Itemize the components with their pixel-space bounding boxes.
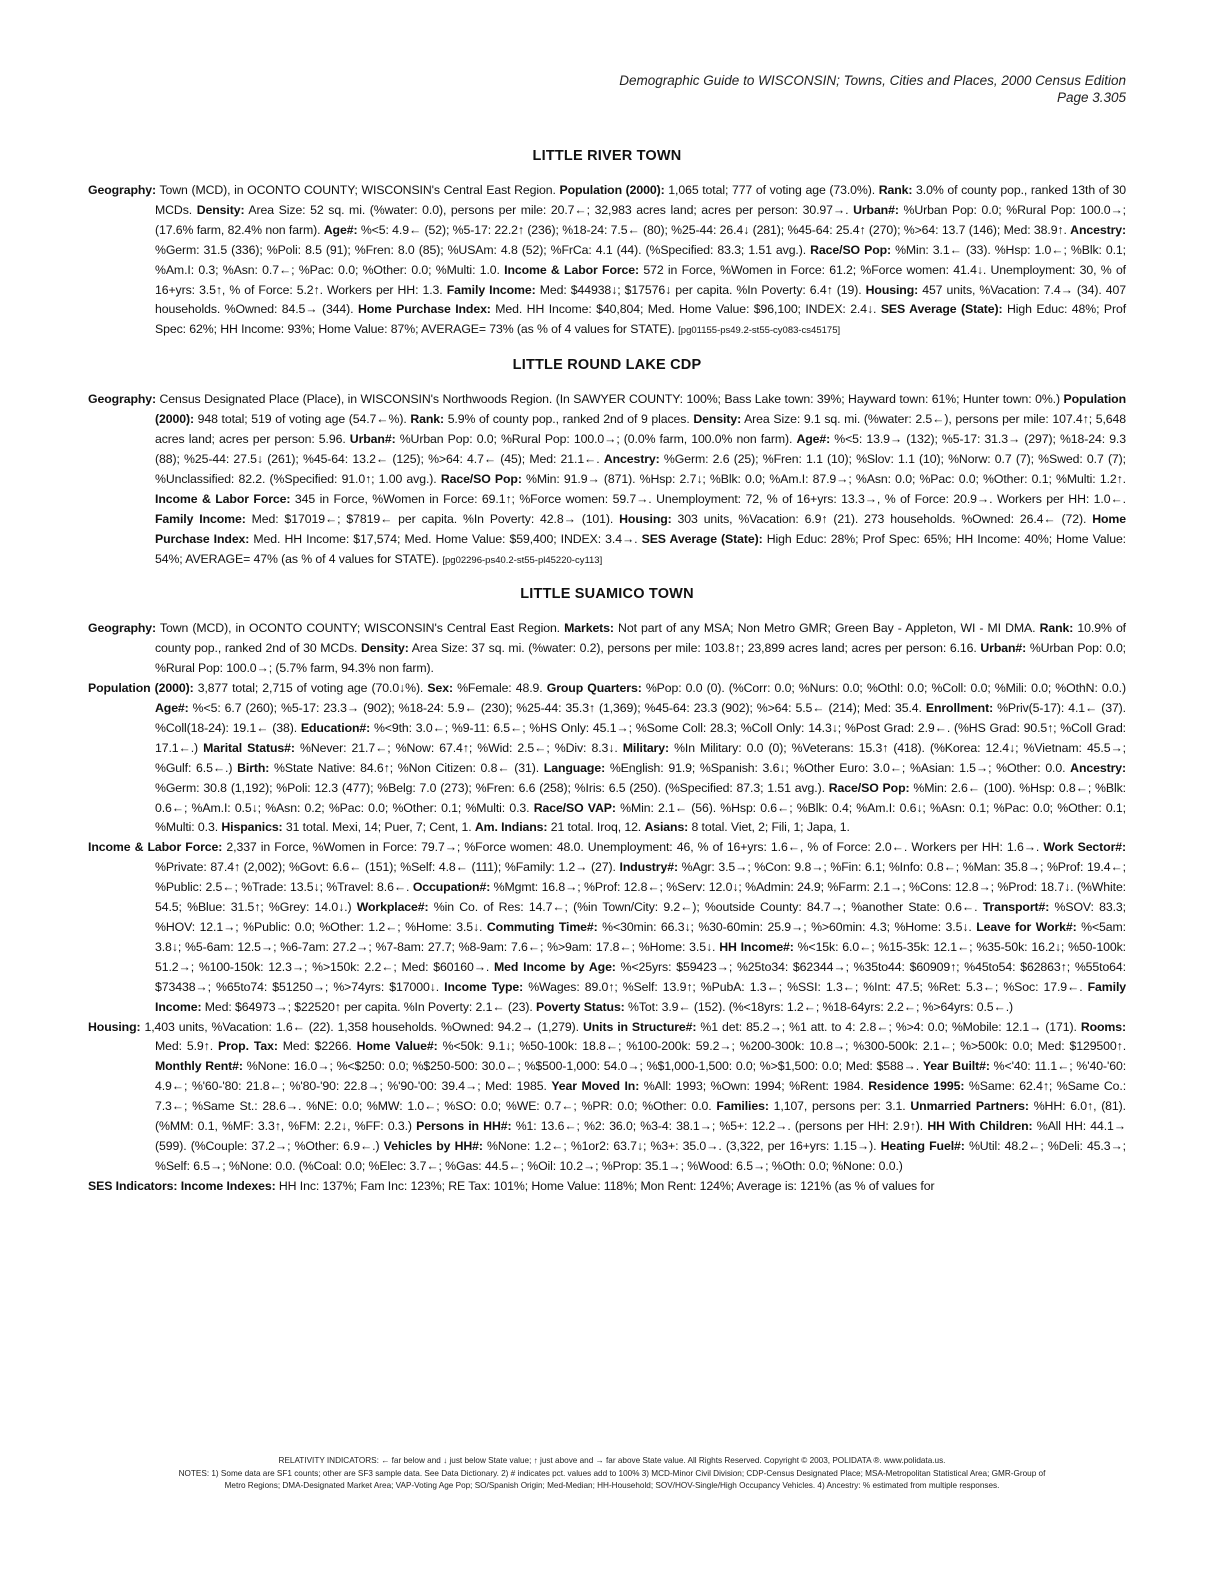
- field-text: %<25yrs: $59423→; %25to34: $62344→; %35to44: $60909↑; %45to54: $62863↑; %55to64: $73438→; %65to74: $51250→; %>74yrs: $17000↓.: [155, 959, 1126, 994]
- field-text: %<5: 6.7 (260); %5-17: 23.3→ (902); %18-24: 5.9← (230); %25-44: 35.3↑ (1,369); %45-64: 23.3 (902); %>64: 5.5← (214); Med: 35.4.: [188, 701, 926, 716]
- field-text: Not part of any MSA; Non Metro GMR; Green Bay - Appleton, WI - MI DMA.: [613, 621, 1040, 636]
- section-title: LITTLE RIVER TOWN: [532, 148, 682, 164]
- field-label: Leave for Work#:: [976, 920, 1077, 934]
- field-text: 948 total; 519 of voting age (54.7←%).: [193, 412, 411, 427]
- field-label: Housing:: [88, 1019, 141, 1034]
- field-label: Age#:: [323, 222, 358, 237]
- field-text: %<5am: 3.8↓; %5-6am: 12.5→; %6-7am: 27.2→; %7-8am: 27.7; %8-9am: 7.6←; %>9am: 17.8←; %Home: 3.5↓.: [155, 920, 1126, 954]
- field-text: %Germ: 30.8 (1,192); %Poli: 12.3 (477); %Belg: 7.0 (273); %Fren: 6.6 (258); %Iris: 6.5 (250). (%Specified: 87.3; 1.51 avg.).: [155, 780, 829, 795]
- field-text: %1 det: 85.2→; %1 att. to 4: 2.8←; %>4: 0.0; %Mobile: 12.1→ (171).: [696, 1019, 1081, 1034]
- field-label: Age#:: [155, 701, 189, 716]
- field-text: %HH: 6.0↑, (81). (%MM: 0.1, %MF: 3.3↑, %FM: 2.2↓, %FF: 0.3.): [155, 1099, 1126, 1134]
- section-little-round-lake-cdp: [88, 357, 1126, 570]
- field-text: %Never: 21.7←; %Now: 67.4↑; %Wid: 2.5←; %Div: 8.3↓.: [294, 740, 623, 755]
- field-text: 3.0% of county pop., ranked 13th of 30 MCDs.: [155, 183, 1126, 217]
- field-label: Home Value#:: [356, 1039, 438, 1054]
- field-label: Home Purchase Index:: [357, 302, 491, 317]
- field-label: Prop. Tax:: [217, 1039, 278, 1054]
- field-text: 303 units, %Vacation: 6.9↑ (21). 273 households. %Owned: 26.4← (72).: [671, 511, 1093, 526]
- field-text: Area Size: 37 sq. mi. (%water: 0.2), persons per mile: 103.8↑; 23,899 acres land; acres per person: 6.16.: [408, 641, 981, 656]
- entry-paragraph: [88, 390, 1126, 570]
- field-label: Marital Status#:: [203, 740, 295, 755]
- entry-paragraph-housing: [88, 1018, 1126, 1177]
- field-text: %Urban Pop: 0.0; %Rural Pop: 100.0→; (17.6% farm, 82.4% non farm).: [155, 202, 1126, 237]
- field-label: Density:: [693, 412, 742, 427]
- field-label: Year Built#:: [922, 1059, 990, 1074]
- field-text: High Educ: 48%; Prof Spec: 62%; HH Income: 93%; Home Value: 87%; AVERAGE= 73% (as % of 4 values for STATE).: [155, 302, 1127, 337]
- field-text: Town (MCD), in OCONTO COUNTY; WISCONSIN's Central East Region.: [156, 183, 560, 197]
- field-text: %<15k: 6.0←; %15-35k: 12.1←; %35-50k: 16.2↓; %50-100k: 51.2→; %100-150k: 12.3→; %>150k: 2.2←; Med: $60160→.: [155, 939, 1126, 974]
- field-text: %Priv(5-17): 4.1← (37). %Coll(18-24): 19.1← (38).: [155, 701, 1126, 735]
- field-label: Vehicles by HH#:: [383, 1138, 483, 1153]
- field-text: Med. HH Income: $40,804; Med. Home Value: $96,100; INDEX: 2.4↓.: [490, 302, 881, 317]
- field-label: Housing:: [619, 511, 672, 526]
- field-text: %English: 91.9; %Spanish: 3.6↓; %Other Euro: 3.0←; %Asian: 1.5→; %Other: 0.0.: [605, 760, 1071, 775]
- field-label: Work Sector#:: [1043, 840, 1126, 855]
- field-text: %Same: 62.4↑; %Same Co.: 7.3←; %Same St.: 28.6→. %NE: 0.0; %MW: 1.0←; %SO: 0.0; %WE: 0.7←; %PR: 0.0; %Other: 0.0.: [155, 1079, 1127, 1114]
- field-text: %Tot: 3.9← (152). (%<18yrs: 1.2←; %18-64yrs: 2.2←; %>64yrs: 0.5←.): [624, 999, 1014, 1014]
- field-label: Income & Labor Force:: [88, 840, 223, 855]
- entry-paragraph-population: [88, 679, 1126, 838]
- field-text: 345 in Force, %Women in Force: 69.1↑; %Force women: 59.7→. Unemployment: 72, % of 16+yrs: 13.3→, % of Force: 20.9→. Workers per HH: 1.0←.: [290, 491, 1126, 506]
- field-text: 1,107, persons per: 3.1.: [768, 1099, 911, 1114]
- entry-paragraph-income: [88, 838, 1126, 1017]
- record-code: [pg01155-ps49.2-st55-cy083-cs45175]: [678, 325, 841, 337]
- entry-paragraph-geography: [88, 619, 1126, 679]
- field-text: %Min: 2.1← (56). %Hsp: 0.6←; %Blk: 0.4; %Am.I: 0.6↓; %Asn: 0.1; %Pac: 0.0; %Other: 0.1; %Multi: 0.3.: [155, 800, 1126, 835]
- field-text: %Agr: 3.5→; %Con: 9.8→; %Fin: 6.1; %Info: 0.8←; %Man: 35.8→; %Prof: 19.4←; %Public: 2.5←; %Trade: 13.5↓; %Travel: 8.6←.: [155, 860, 1126, 895]
- field-text: %None: 1.2←; %1or2: 63.7↓; %3+: 35.0→. (3,322, per 16+yrs: 1.15→).: [482, 1138, 881, 1153]
- field-text: %Min: 91.9→ (871). %Hsp: 2.7↓; %Blk: 0.0; %Am.I: 87.9→; %Asn: 0.0; %Pac: 0.0; %Other: 0.1; %Multi: 1.2↑.: [521, 471, 1126, 486]
- field-label: Military:: [622, 740, 669, 755]
- field-text: %in Co. of Res: 14.7←; (%in Town/City: 9.2←); %outside County: 84.7→; %another State: 0.6←.: [428, 900, 983, 915]
- field-label: Income Type:: [444, 979, 524, 994]
- field-label: Hispanics:: [221, 820, 283, 835]
- field-label: Density:: [196, 202, 245, 217]
- field-label: Geography:: [88, 183, 157, 197]
- field-text: %Urban Pop: 0.0; %Rural Pop: 100.0→; (5.7% farm, 94.3% non farm).: [155, 641, 1126, 676]
- relativity-indicators-note: RELATIVITY INDICATORS: ← far below and ↓ just below State value; ↑ just above and → far above State value. All Rights Reserved. Copyright © 2003, POLIDATA ®. www.polidata.us.: [278, 1456, 946, 1465]
- field-text: Med: 5.9↑.: [155, 1039, 218, 1054]
- field-label: Markets:: [564, 621, 614, 636]
- entry-paragraph-ses: [88, 1177, 1126, 1197]
- field-label: Language:: [543, 760, 606, 775]
- field-text: 8 total. Viet, 2; Fili, 1; Japa, 1.: [688, 820, 850, 835]
- field-label: Rank:: [410, 412, 444, 427]
- field-label: Ancestry:: [1070, 760, 1126, 775]
- field-label: Family Income:: [446, 282, 536, 297]
- field-text: %<5: 13.9→ (132); %5-17: 31.3→ (297); %18-24: 9.3 (88); %25-44: 27.5↓ (261); %45-64: 13.2← (125); %>64: 4.7← (45); Med: 21.1←.: [155, 432, 1126, 466]
- field-text: Area Size: 52 sq. mi. (%water: 0.0), persons per mile: 20.7←; 32,983 acres land; acres per person: 30.97→.: [244, 202, 854, 217]
- field-text: Med: $2266.: [277, 1039, 357, 1054]
- field-text: Med: $64973→; $22520↑ per capita. %In Poverty: 2.1← (23).: [201, 999, 536, 1014]
- field-label: HH With Children:: [927, 1119, 1033, 1134]
- field-text: 10.9% of county pop., ranked 2nd of 30 MCDs.: [155, 621, 1126, 656]
- field-label: Population (2000):: [88, 681, 194, 696]
- field-text: 1,065 total; 777 of voting age (73.0%).: [664, 183, 879, 197]
- field-text: %<5: 4.9← (52); %5-17: 22.2↑ (236); %18-24: 7.5← (80); %25-44: 26.4↓ (281); %45-64: 25.4↑ (270); %>64: 13.7 (146); Med: 38.9↑.: [357, 222, 1071, 237]
- field-text: HH Inc: 137%; Fam Inc: 123%; RE Tax: 101%; Home Value: 118%; Mon Rent: 124%; Average is: 121% (as % of values for: [275, 1178, 935, 1193]
- field-label: Geography:: [88, 392, 157, 407]
- field-label: Industry#:: [619, 860, 678, 875]
- field-label: Population (2000):: [155, 392, 1126, 427]
- field-text: %Util: 48.2←; %Deli: 45.3→; %Self: 6.5→; %None: 0.0. (%Coal: 0.0; %Elec: 3.7←; %Gas: 44.5←; %Oil: 10.2→; %Prop: 35.1→; %Wood: 6.5→; %Oth: 0.0; %None: 0.0.): [155, 1138, 1126, 1173]
- field-text: 572 in Force, %Women in Force: 61.2; %Force women: 41.4↓. Unemployment: 30, % of 16+yrs: 3.5↑, % of Force: 5.2↑. Workers per HH: 1.3.: [155, 262, 1126, 297]
- field-label: Med Income by Age:: [494, 959, 616, 974]
- section-little-river-town: [88, 148, 1126, 341]
- page-header: [619, 72, 1126, 106]
- field-label: Race/SO Pop:: [440, 471, 522, 486]
- notes-line: Metro Regions; DMA-Designated Market Area; VAP-Voting Age Pop; SO/Spanish Origin; Med-Median; HH-Household; SOV/HOV-Single/High Occupancy Vehicles. 4) Ancestry: % estimated from multiple responses.: [224, 1481, 1000, 1490]
- field-text: %Min: 2.6← (100). %Hsp: 0.8←; %Blk: 0.6←; %Am.I: 0.5↓; %Asn: 0.2; %Pac: 0.0; %Other: 0.1; %Multi: 0.3.: [155, 780, 1126, 815]
- field-text: %Germ: 31.5 (336); %Poli: 8.5 (91); %Fren: 8.0 (85); %USAm: 4.8 (52); %FrCa: 4.1 (44). (%Specified: 83.3; 1.51 avg.).: [155, 242, 811, 257]
- field-label: Group Quarters:: [546, 681, 642, 696]
- field-text: %Germ: 2.6 (25); %Fren: 1.1 (10); %Slov: 1.1 (10); %Norw: 0.7 (7); %Swed: 0.7 (7); %Unclassified: 82.2. (%Specified: 91.0↑; 1.00 avg.).: [155, 451, 1126, 486]
- field-text: Med: $17019←; $7819← per capita. %In Poverty: 42.8→ (101).: [245, 511, 620, 526]
- field-label: Urban#:: [980, 641, 1027, 656]
- field-label: Urban#:: [853, 202, 899, 217]
- field-text: 1,403 units, %Vacation: 1.6← (22). 1,358 households. %Owned: 94.2→ (1,279).: [140, 1019, 583, 1034]
- field-label: Housing:: [865, 282, 919, 297]
- field-label: HH Income#:: [719, 939, 794, 954]
- field-text: %Urban Pop: 0.0; %Rural Pop: 100.0→; (0.0% farm, 100.0% non farm).: [395, 432, 797, 447]
- field-label: Heating Fuel#:: [880, 1138, 965, 1153]
- field-label: Workplace#:: [356, 900, 429, 915]
- field-label: Home Purchase Index:: [155, 511, 1126, 546]
- field-label: Poverty Status:: [535, 999, 625, 1014]
- field-text: %Female: 48.9.: [452, 681, 547, 696]
- field-label: Asians:: [644, 820, 689, 835]
- field-label: Ancestry:: [1070, 222, 1126, 237]
- field-label: Units in Structure#:: [582, 1019, 697, 1034]
- field-text: Census Designated Place (Place), in WISCONSIN's Northwoods Region. (In SAWYER COUNTY: 100%; Bass Lake town: 39%; Hayward town: 61%; Hunter town: 0%.): [156, 392, 1064, 407]
- field-text: %<'40: 11.1←; %'40-'60: 4.9←; %'60-'80: 21.8←; %'80-'90: 22.8→; %'90-'00: 39.4→; Med: 1985.: [155, 1059, 1127, 1094]
- field-label: Education#:: [300, 720, 371, 735]
- field-text: %<30min: 66.3↓; %30-60min: 25.9→; %>60min: 4.3; %Home: 3.5↓.: [597, 920, 977, 934]
- field-label: Commuting Time#:: [486, 920, 598, 934]
- field-label: SES Indicators:: [88, 1178, 178, 1193]
- field-label: Residence 1995:: [868, 1079, 965, 1094]
- field-label: Rank:: [1039, 621, 1074, 636]
- field-label: Income & Labor Force:: [155, 491, 291, 506]
- field-label: Occupation#:: [412, 880, 491, 895]
- field-text: 457 units, %Vacation: 7.4→ (34). 407 households. %Owned: 84.5→ (344).: [155, 282, 1126, 317]
- field-label: Age#:: [796, 432, 831, 447]
- field-label: Families:: [716, 1099, 769, 1114]
- field-text: %<9th: 3.0←; %9-11: 6.5←; %HS Only: 45.1→; %Some Coll: 28.3; %Coll Only: 14.3↓; %Post Grad: 2.9←. (%HS Grad: 90.5↑; %Coll Grad: 17.1←.): [155, 720, 1126, 755]
- field-label: Race/SO VAP:: [533, 800, 616, 815]
- field-text: 2,337 in Force, %Women in Force: 79.7→; %Force women: 48.0. Unemployment: 46, % of 16+yrs: 1.6←, % of Force: 2.0←. Workers per HH: 1.6→.: [222, 840, 1044, 855]
- field-text: %In Military: 0.0 (0); %Veterans: 15.3↑ (418). (%Korea: 12.4↓; %Vietnam: 45.5→; %Gulf: 6.5←.): [155, 740, 1126, 775]
- record-code: [pg02296-ps40.2-st55-pl45220-cy113]: [442, 554, 603, 566]
- field-label: Enrollment:: [925, 701, 994, 716]
- section-title: LITTLE ROUND LAKE CDP: [512, 357, 702, 374]
- field-label: Income & Labor Force:: [504, 262, 640, 277]
- field-text: 3,877 total; 2,715 of voting age (70.0↓%).: [193, 681, 428, 696]
- field-label: Birth:: [237, 760, 270, 775]
- document-body: [88, 148, 1126, 1197]
- field-label: Geography:: [88, 621, 157, 636]
- section-title: LITTLE SUAMICO TOWN: [520, 586, 694, 603]
- field-text: %Min: 3.1← (33). %Hsp: 1.0←; %Blk: 0.1; %Am.I: 0.3; %Asn: 0.7←; %Pac: 0.0; %Other: 0.0; %Multi: 1.0.: [155, 242, 1126, 277]
- field-text: High Educ: 28%; Prof Spec: 65%; HH Income: 40%; Home Value: 54%; AVERAGE= 47% (as % of 4 values for STATE).: [155, 531, 1126, 566]
- field-text: %1: 13.6←; %2: 36.0; %3-4: 38.1→; %5+: 12.2→. (persons per HH: 2.9↑).: [511, 1119, 928, 1134]
- field-text: 21 total. Iroq, 12.: [547, 820, 645, 835]
- field-label: Persons in HH#:: [416, 1119, 512, 1134]
- field-text: %Wages: 89.0↑; %Self: 13.9↑; %PubA: 1.3←; %SSI: 1.3←; %Int: 47.5; %Ret: 5.3←; %Soc: 17.9←.: [523, 979, 1088, 994]
- field-text: %State Native: 84.6↑; %Non Citizen: 0.8← (31).: [269, 760, 544, 775]
- entry-paragraph: [88, 181, 1126, 341]
- field-label: Income Indexes:: [180, 1178, 276, 1193]
- field-text: Med. HH Income: $17,574; Med. Home Value: $59,400; INDEX: 3.4→.: [249, 531, 642, 546]
- field-text: %Pop: 0.0 (0). (%Corr: 0.0; %Nurs: 0.0; %Othl: 0.0; %Coll: 0.0; %Mili: 0.0; %OthN: 0.0.): [641, 681, 1126, 696]
- field-text: %All: 1993; %Own: 1994; %Rent: 1984.: [639, 1079, 869, 1094]
- field-text: %Private: 87.4↑ (2,002); %Govt: 6.6← (151); %Self: 4.8← (111); %Family: 1.2→ (27).: [155, 860, 620, 875]
- field-label: Rank:: [878, 183, 913, 197]
- field-text: %None: 16.0→; %<$250: 0.0; %$250-500: 30.0←; %$500-1,000: 54.0→; %$1,000-1,500: 0.0; %>$1,500: 0.0; Med: $588→.: [242, 1059, 923, 1074]
- field-label: Am. Indians:: [474, 820, 548, 835]
- page-number: Page 3.305: [1056, 90, 1126, 105]
- field-text: Town (MCD), in OCONTO COUNTY; WISCONSIN's Central East Region.: [156, 621, 565, 636]
- section-little-suamico-town: [88, 586, 1126, 1196]
- field-label: SES Average (State):: [880, 302, 1003, 317]
- field-label: Population (2000):: [559, 183, 665, 197]
- field-text: %Mgmt: 16.8→; %Prof: 12.8←; %Serv: 12.0↓; %Admin: 24.9; %Farm: 2.1→; %Cons: 12.8→; %Prod: 18.7↓. (%White: 54.5; %Blue: 31.5↑; %Grey: 14.0↓.): [155, 880, 1126, 915]
- field-label: Race/SO Pop:: [828, 780, 910, 795]
- field-label: Monthly Rent#:: [155, 1059, 243, 1074]
- field-text: Med: $44938↓; $17576↓ per capita. %In Poverty: 6.4↑ (19).: [535, 282, 866, 297]
- field-label: Unmarried Partners:: [910, 1099, 1029, 1114]
- field-label: Sex:: [427, 681, 453, 696]
- field-text: %All HH: 44.1→ (599). (%Couple: 37.2→; %Other: 6.9←.): [155, 1119, 1126, 1153]
- field-label: Family Income:: [155, 979, 1126, 1014]
- field-text: %SOV: 83.3; %HOV: 12.1→; %Public: 0.0; %Other: 1.2←; %Home: 3.5↓.: [155, 900, 1126, 934]
- field-label: Density:: [361, 641, 409, 656]
- field-text: 31 total. Mexi, 14; Puer, 7; Cent, 1.: [282, 820, 475, 835]
- field-text: %<50k: 9.1↓; %50-100k: 18.8←; %100-200k: 59.2→; %200-300k: 10.8→; %300-500k: 2.1←; %>500k: 0.0; Med: $129500↑.: [437, 1039, 1127, 1054]
- notes-line: NOTES: 1) Some data are SF1 counts; other are SF3 sample data. See Data Dictionary. 2) # indicates pct. values add to 100% 3) MCD-Minor Civil Division; CDP-Census Designated Place; MSA-Metropolitan Statistical Area; GMR-Group of: [178, 1468, 1046, 1478]
- field-text: 5.9% of county pop., ranked 2nd of 9 places.: [444, 412, 694, 427]
- field-label: Transport#:: [982, 900, 1050, 915]
- field-label: Rooms:: [1080, 1019, 1126, 1034]
- field-label: Year Moved In:: [551, 1079, 640, 1094]
- document-title: Demographic Guide to WISCONSIN; Towns, Cities and Places, 2000 Census Edition: [619, 73, 1126, 88]
- field-text: Area Size: 9.1 sq. mi. (%water: 2.5←), persons per mile: 107.4↑; 5,648 acres land; acres per person: 5.96.: [155, 412, 1126, 447]
- field-label: SES Average (State):: [641, 531, 763, 546]
- field-label: Urban#:: [349, 432, 396, 447]
- field-label: Family Income:: [155, 511, 246, 526]
- field-label: Race/SO Pop:: [810, 242, 892, 257]
- field-label: Ancestry:: [603, 451, 660, 466]
- page-footer: [60, 1455, 1164, 1493]
